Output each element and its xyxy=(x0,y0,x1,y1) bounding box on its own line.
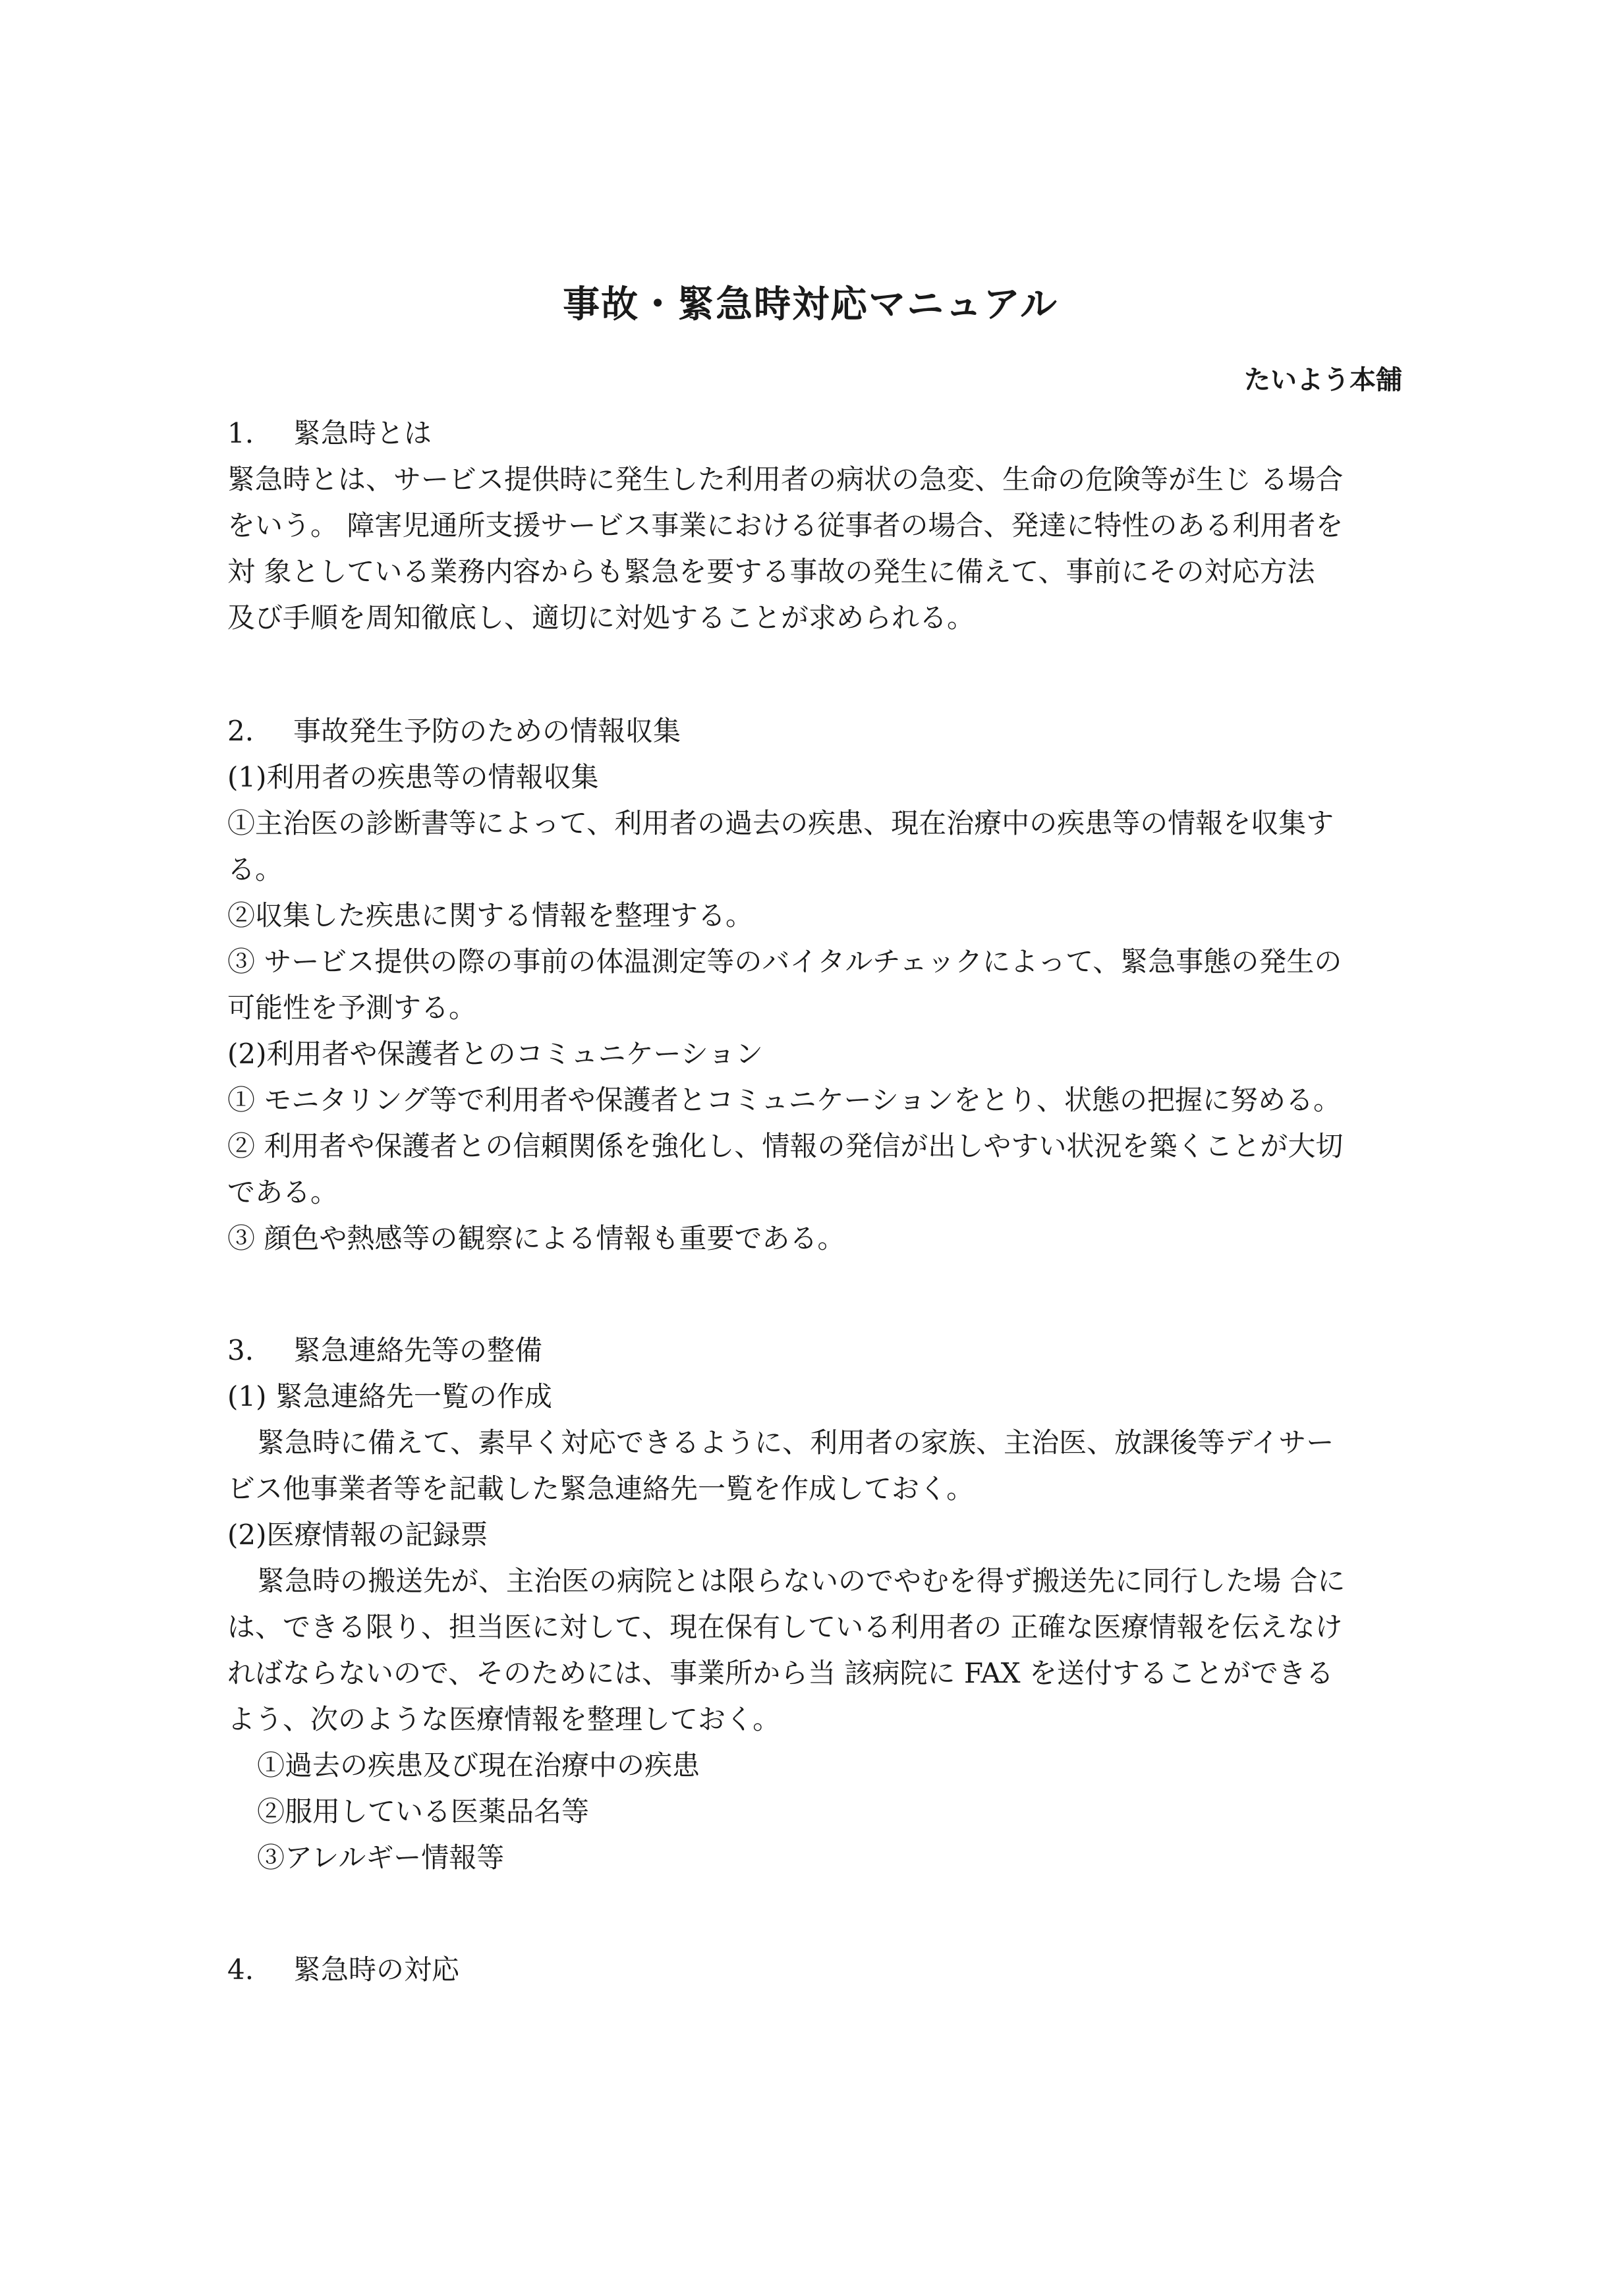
paragraph-line: 緊急時の搬送先が、主治医の病院とは限らないのでやむを得ず搬送先に同行した場 合に xyxy=(257,1565,1346,1597)
paragraph-line: ②収集した疾患に関する情報を整理する。 xyxy=(227,899,754,932)
document-title: 事故・緊急時対応マニュアル xyxy=(563,283,1058,326)
paragraph-line: よう、次のような医療情報を整理しておく。 xyxy=(227,1703,781,1735)
paragraph-line: 緊急時とは、サービス提供時に発生した利用者の病状の急変、生命の危険等が生じ る場合 xyxy=(227,463,1344,495)
section-3-heading xyxy=(227,1334,542,1367)
section-title: 緊急時の対応 xyxy=(293,1953,460,1986)
paragraph-line: ればならないので、そのためには、事業所から当 該病院に FAX を送付することができる xyxy=(227,1657,1334,1689)
paragraph-line: 対 象としている業務内容からも緊急を要する事故の発生に備えて、事前にその対応方法 xyxy=(227,555,1315,588)
paragraph-line: ② 利用者や保護者との信頼関係を強化し、情報の発信が出しやすい状況を築くことが大切 xyxy=(227,1130,1344,1162)
list-item: ②服用している医薬品名等 xyxy=(257,1795,590,1828)
paragraph-line: ビス他事業者等を記載した緊急連絡先一覧を作成しておく。 xyxy=(227,1472,975,1505)
subsection-heading: (1) 緊急連絡先一覧の作成 xyxy=(227,1380,552,1413)
paragraph-line: 可能性を予測する。 xyxy=(227,992,477,1024)
paragraph-line: をいう。 障害児通所支援サービス事業における従事者の場合、発達に特性のある利用者を xyxy=(227,509,1344,542)
organization-name: たいよう本舗 xyxy=(1244,364,1402,395)
paragraph-line: 及び手順を周知徹底し、適切に対処することが求められる。 xyxy=(227,602,975,634)
section-number: 4. xyxy=(227,1953,254,1986)
section-title: 緊急連絡先等の整備 xyxy=(293,1334,543,1366)
section-number: 2. xyxy=(227,715,254,747)
paragraph-line: ① モニタリング等で利用者や保護者とコミュニケーションをとり、状態の把握に努める。 xyxy=(227,1084,1341,1116)
paragraph-line: は、できる限り、担当医に対して、現在保有している利用者の 正確な医療情報を伝えなけ xyxy=(227,1611,1343,1643)
subsection-heading: (2)医療情報の記録票 xyxy=(227,1519,488,1551)
subsection-heading: (1)利用者の疾患等の情報収集 xyxy=(227,761,599,793)
section-title: 事故発生予防のための情報収集 xyxy=(293,715,681,747)
paragraph-line: である。 xyxy=(227,1176,339,1208)
section-title: 緊急時とは xyxy=(293,417,432,449)
list-item: ①過去の疾患及び現在治療中の疾患 xyxy=(257,1749,700,1781)
section-number: 1. xyxy=(227,417,254,449)
paragraph-line: 緊急時に備えて、素早く対応できるように、利用者の家族、主治医、放課後等デイサー xyxy=(257,1426,1334,1459)
section-2-heading xyxy=(227,715,681,748)
paragraph-line: る。 xyxy=(227,853,283,885)
section-number: 3. xyxy=(227,1334,254,1366)
section-4-heading xyxy=(227,1953,459,1986)
section-1-heading xyxy=(227,417,432,450)
subsection-heading: (2)利用者や保護者とのコミュニケーション xyxy=(227,1038,763,1070)
list-item: ③アレルギー情報等 xyxy=(257,1841,505,1874)
paragraph-line: ①主治医の診断書等によって、利用者の過去の疾患、現在治療中の疾患等の情報を収集す xyxy=(227,807,1334,839)
paragraph-line: ③ 顔色や熱感等の観察による情報も重要である。 xyxy=(227,1222,845,1254)
paragraph-line: ③ サービス提供の際の事前の体温測定等のバイタルチェックによって、緊急事態の発生の xyxy=(227,945,1342,978)
